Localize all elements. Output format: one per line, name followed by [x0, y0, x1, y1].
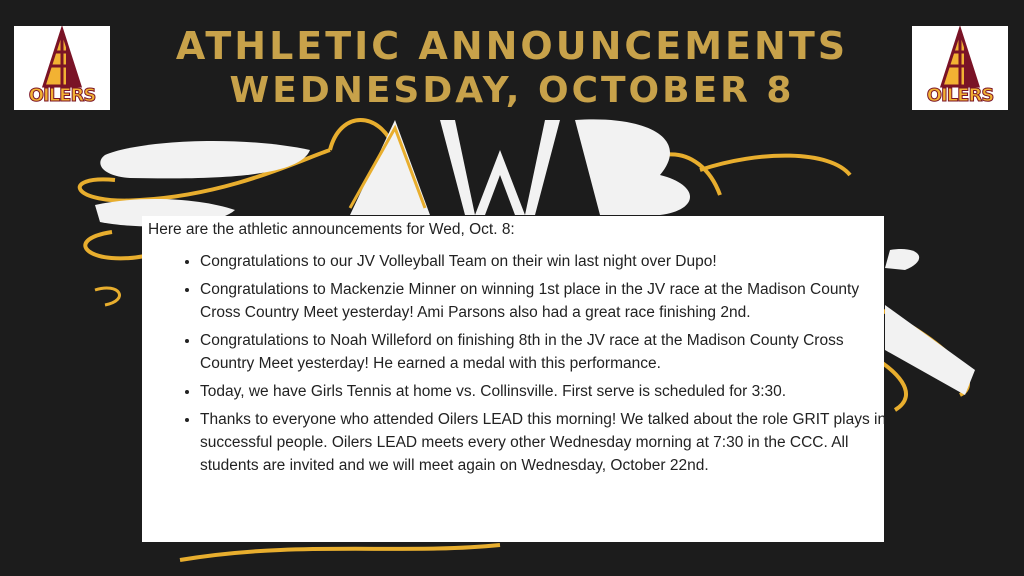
slide-title: ATHLETIC ANNOUNCEMENTS — [175, 24, 849, 68]
slide-date: WEDNESDAY, OCTOBER 8 — [229, 70, 795, 111]
announcement-panel — [142, 216, 887, 542]
oilers-logo-right — [912, 26, 1008, 110]
list-item: • Today, we have Girls Tennis at home vs. Collinsville. First serve is scheduled for 3:30. — [200, 380, 900, 403]
announcement-list — [180, 250, 900, 482]
logo-wordmark: OILERS — [926, 85, 994, 106]
list-item: • Congratulations to our JV Volleyball Team on their win last night over Dupo! — [200, 250, 900, 273]
list-item: • Congratulations to Noah Willeford on finishing 8th in the JV race at the Madison County Cross Country Meet yesterday! He earned a medal with this performance. — [200, 329, 900, 375]
oilers-logo-left — [14, 26, 110, 110]
announcement-intro: Here are the athletic announcements for Wed, Oct. 8: — [148, 221, 515, 238]
logo-wordmark: OILERS — [28, 85, 96, 106]
list-item: • Thanks to everyone who attended Oilers LEAD this morning! We talked about the role GRIT plays in successful people. Oilers LEAD meets every other Wednesday morning at 7:30 in the CCC. All students are invited and we will meet again on Wednesday, October 22nd. — [200, 408, 900, 477]
list-item: • Congratulations to Mackenzie Minner on winning 1st place in the JV race at the Madison County Cross Country Meet yesterday! Ami Parsons also had a great race finishing 2nd. — [200, 278, 900, 324]
